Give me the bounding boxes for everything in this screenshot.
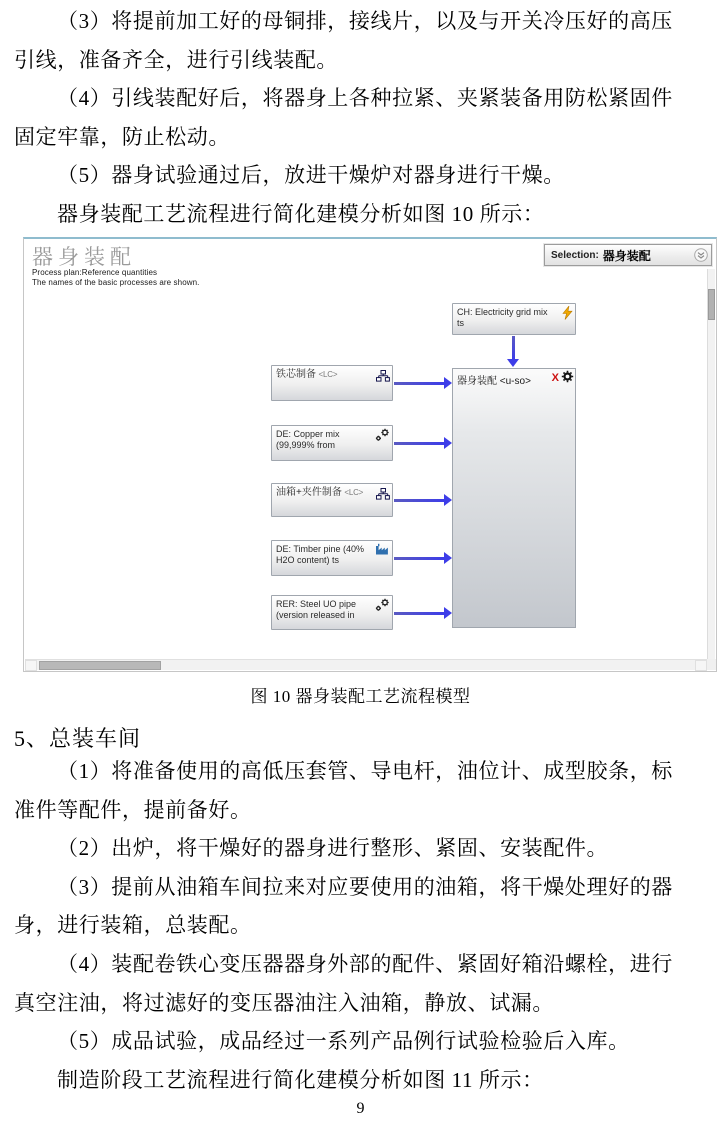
node-label: DE: Timber pine (40% <box>276 544 365 554</box>
doc-line: （4）引线装配好后，将器身上各种拉紧、夹紧装备用防松紧固件 <box>57 86 673 111</box>
selection-label: Selection: <box>551 249 599 261</box>
node-label: CH: Electricity grid mix <box>457 307 548 317</box>
process-node-electricity[interactable] <box>452 303 576 335</box>
selection-value: 器身装配 <box>602 248 651 263</box>
doc-line: （3）将提前加工好的母铜排，接线片，以及与开关冷压好的高压 <box>57 9 673 33</box>
doc-line: 器身装配工艺流程进行简化建模分析如图 10 所示： <box>57 201 545 226</box>
node-label: (99,999% from <box>276 440 336 450</box>
gears-icon <box>375 598 390 612</box>
flow-arrow-steel <box>394 612 444 615</box>
doc-line: （3）提前从油箱车间拉来对应要使用的油箱，将干燥处理好的器 <box>57 874 673 899</box>
doc-line: 制造阶段工艺流程进行简化建模分析如图 11 所示： <box>57 1067 544 1092</box>
node-label: 油箱+夹件制备 <box>276 487 342 498</box>
plan-icon <box>376 370 390 383</box>
vertical-scrollbar[interactable] <box>707 269 715 659</box>
scroll-right-icon[interactable] <box>695 660 707 671</box>
process-node-timber[interactable] <box>271 540 393 576</box>
doc-line: （4）装配卷铁心变压器器身外部的配件、紧固好箱沿螺栓，进行 <box>57 951 673 976</box>
horizontal-scrollbar[interactable] <box>25 659 716 670</box>
node-tag: <u-so> <box>499 376 531 387</box>
vertical-scrollbar-thumb[interactable] <box>708 289 715 320</box>
top-paragraphs <box>14 2 708 234</box>
doc-line: 引线，准备齐全，进行引线装配。 <box>14 47 338 72</box>
horizontal-scrollbar-thumb[interactable] <box>39 661 161 670</box>
embedded-screenshot <box>23 237 717 672</box>
node-label: H2O content) ts <box>276 555 340 565</box>
node-label: DE: Copper mix <box>276 429 340 439</box>
scroll-left-icon[interactable] <box>25 660 37 671</box>
node-tag: <LC> <box>344 488 364 497</box>
process-node-assembly[interactable] <box>452 368 576 628</box>
gear-icon <box>561 370 574 383</box>
node-label: ts <box>457 318 465 328</box>
process-node-tank[interactable] <box>271 483 393 517</box>
flow-arrow-core <box>394 382 444 385</box>
flow-arrow-electricity <box>512 336 515 359</box>
figure-caption: 图 10 器身装配工艺流程模型 <box>250 687 471 706</box>
selection-dropdown[interactable] <box>544 244 712 266</box>
factory-icon <box>375 543 390 555</box>
plan-icon <box>376 488 390 501</box>
doc-line: （2）出炉，将干燥好的器身进行整形、紧固、安装配件。 <box>57 836 609 861</box>
flow-arrow-timber <box>394 557 444 560</box>
node-tag: <LC> <box>318 370 338 379</box>
scrollbar-corner <box>707 659 716 670</box>
bottom-paragraphs <box>14 752 708 1099</box>
plan-subtitle: Process plan:Reference quantities <box>32 268 158 277</box>
doc-line: 固定牢靠，防止松动。 <box>14 124 230 149</box>
x-gear-icon: X <box>551 372 559 384</box>
plan-title: 器身装配 <box>32 246 136 269</box>
node-label: 铁芯制备 <box>276 369 316 380</box>
doc-line: 真空注油，将过滤好的变压器油注入油箱，静放、试漏。 <box>14 990 554 1015</box>
gears-icon <box>375 428 390 442</box>
lightning-icon <box>562 306 573 320</box>
section-heading: 5、总装车间 <box>14 726 142 751</box>
plan-subtitle-2: The names of the basic processes are shown. <box>32 278 200 287</box>
process-node-copper[interactable] <box>271 425 393 461</box>
doc-line: （1）将准备使用的高低压套管、导电杆，油位计、成型胶条，标 <box>57 759 673 783</box>
doc-line: （5）成品试验，成品经过一系列产品例行试验检验后入库。 <box>57 1029 630 1054</box>
flow-arrow-copper <box>394 442 444 445</box>
doc-line: （5）器身试验通过后，放进干燥炉对器身进行干燥。 <box>57 163 565 188</box>
chevron-down-icon[interactable] <box>694 248 708 262</box>
flow-arrow-tank <box>394 499 444 502</box>
doc-line: 身，进行装箱，总装配。 <box>14 913 252 938</box>
page-number: 9 <box>356 1100 365 1117</box>
process-node-core[interactable] <box>271 365 393 401</box>
node-label: RER: Steel UO pipe <box>276 599 357 609</box>
node-label: (version released in <box>276 610 355 620</box>
doc-line: 准件等配件，提前备好。 <box>14 797 252 822</box>
process-node-steel[interactable] <box>271 595 393 630</box>
node-label: 器身装配 <box>457 376 497 387</box>
